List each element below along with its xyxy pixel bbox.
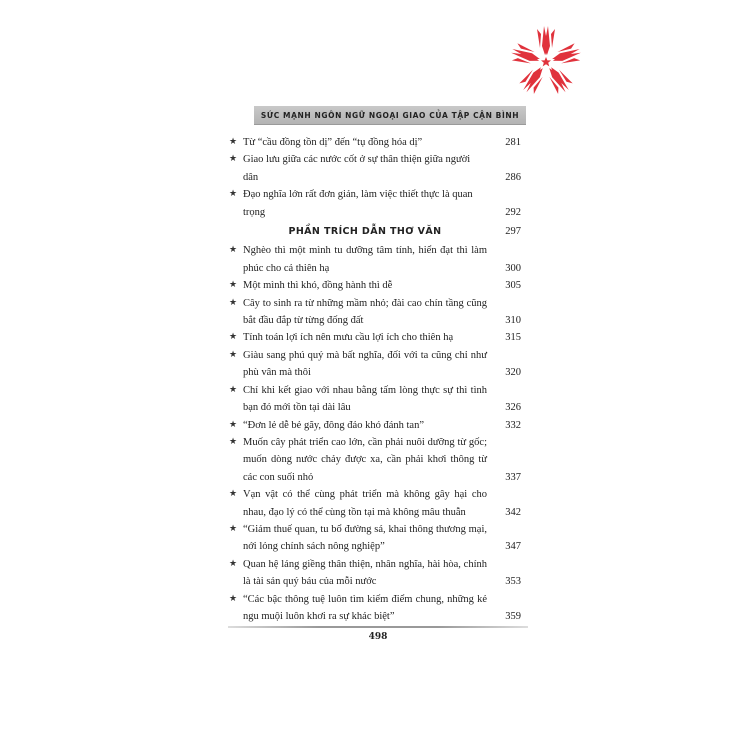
toc-entry <box>229 151 521 186</box>
section-heading-page: 297 <box>505 226 521 238</box>
toc-entry <box>229 382 521 417</box>
toc-entry-title: Chỉ khi kết giao với nhau bằng tấm lòng thực sự thì tình bạn đó mới tồn tại dài lâu <box>243 384 487 414</box>
star-icon: ★ <box>229 489 238 500</box>
toc-entry-title: Một mình thì khó, đồng hành thì dễ <box>243 280 393 292</box>
toc-entry-title: “Đơn lẻ dễ bẻ gãy, đông đảo khó đánh tan” <box>243 419 424 431</box>
toc-entry-title: Cây to sinh ra từ những mầm nhỏ; đài cao chín tầng cũng bắt đầu đắp từ từng đống đất <box>243 297 487 327</box>
toc-entry <box>229 434 521 486</box>
toc-entry <box>229 242 521 277</box>
toc-entry-page: 342 <box>505 506 521 518</box>
toc-entry-page: 286 <box>505 171 521 183</box>
toc-entry <box>229 295 521 330</box>
toc-entry-title: Giàu sang phú quý mà bất nghĩa, đối với ta cũng chỉ như phù vân mà thôi <box>243 349 487 379</box>
running-header <box>254 106 526 125</box>
star-icon: ★ <box>229 297 238 308</box>
star-icon: ★ <box>229 280 238 291</box>
star-icon: ★ <box>229 558 238 569</box>
page-number: 498 <box>368 632 388 642</box>
toc-entry-page: 305 <box>505 280 521 292</box>
toc-entry-page: 359 <box>505 610 521 622</box>
star-logo-icon <box>506 22 586 102</box>
star-icon: ★ <box>229 384 238 395</box>
star-icon: ★ <box>229 245 238 256</box>
toc-entry-page: 292 <box>505 206 521 218</box>
toc-entry-title: Vạn vật có thể cùng phát triển mà không gây hại cho nhau, đạo lý có thể cùng tồn tại mà không mâu thuẫn <box>243 489 487 518</box>
toc-entry-title: Đạo nghĩa lớn rất đơn giản, làm việc thiết thực là quan trọng <box>243 189 473 218</box>
star-icon: ★ <box>229 593 238 604</box>
toc-entry <box>229 347 521 382</box>
toc-entry-title: “Các bậc thông tuệ luôn tìm kiếm điểm chung, những kẻ ngu muội luôn khơi ra sự khác biệt” <box>243 593 487 622</box>
toc-entry-title: “Giảm thuế quan, tu bổ đường sá, khai thông thương mại, nới lỏng chính sách nông nghiệp” <box>243 523 487 553</box>
toc-entry-page: 300 <box>505 262 521 274</box>
toc-entry <box>229 277 521 294</box>
toc-entry <box>229 591 521 626</box>
star-icon: ★ <box>229 523 238 534</box>
footer-divider <box>228 626 528 628</box>
section-heading <box>229 223 521 240</box>
toc-entry-page: 281 <box>505 137 521 148</box>
toc-entry-title: Tính toán lợi ích nên mưu cầu lợi ích cho thiên hạ <box>243 332 454 344</box>
toc-entry-page: 332 <box>505 419 521 431</box>
table-of-contents <box>229 134 521 625</box>
star-icon: ★ <box>229 154 238 165</box>
toc-entry-title: Nghèo thì một mình tu dưỡng tâm tính, hiển đạt thì làm phúc cho cả thiên hạ <box>243 245 487 274</box>
toc-entry-page: 337 <box>505 471 521 483</box>
toc-entry <box>229 329 521 346</box>
section-heading-title: PHẦN TRÍCH DẪN THƠ VĂN <box>288 226 442 238</box>
toc-entry <box>229 521 521 556</box>
toc-entry-title: Giao lưu giữa các nước cốt ở sự thân thiện giữa người dân <box>243 154 471 183</box>
toc-entry-page: 326 <box>505 402 521 414</box>
star-icon: ★ <box>229 419 238 430</box>
toc-entry <box>229 417 521 434</box>
toc-entry <box>229 186 521 221</box>
toc-entry-title: Từ “cầu đồng tồn dị” đến “tụ đồng hóa dị” <box>243 137 423 148</box>
toc-entry <box>229 134 521 151</box>
toc-entry-page: 315 <box>505 332 521 344</box>
toc-entry-title: Quan hệ láng giềng thân thiện, nhân nghĩa, hài hòa, chính là tài sản quý báu của mỗi nước <box>243 558 487 588</box>
running-header-title: SỨC MẠNH NGÔN NGỮ NGOẠI GIAO CỦA TẬP CẬN BÌNH <box>260 110 520 120</box>
toc-entry-page: 320 <box>505 367 521 379</box>
toc-entry-title: Muốn cây phát triển cao lớn, cần phải nuôi dưỡng từ gốc; muốn dòng nước chảy được xa, cần phải khơi thông từ các con suối nhỏ <box>243 436 487 483</box>
toc-entry-page: 353 <box>505 576 521 588</box>
toc-entry-page: 347 <box>505 541 521 553</box>
toc-entry <box>229 556 521 591</box>
star-icon: ★ <box>229 349 238 360</box>
star-icon: ★ <box>229 137 238 147</box>
toc-entry-page: 310 <box>505 315 521 327</box>
star-icon: ★ <box>229 436 238 447</box>
star-icon: ★ <box>229 332 238 343</box>
toc-entry <box>229 486 521 521</box>
star-icon: ★ <box>229 189 238 200</box>
